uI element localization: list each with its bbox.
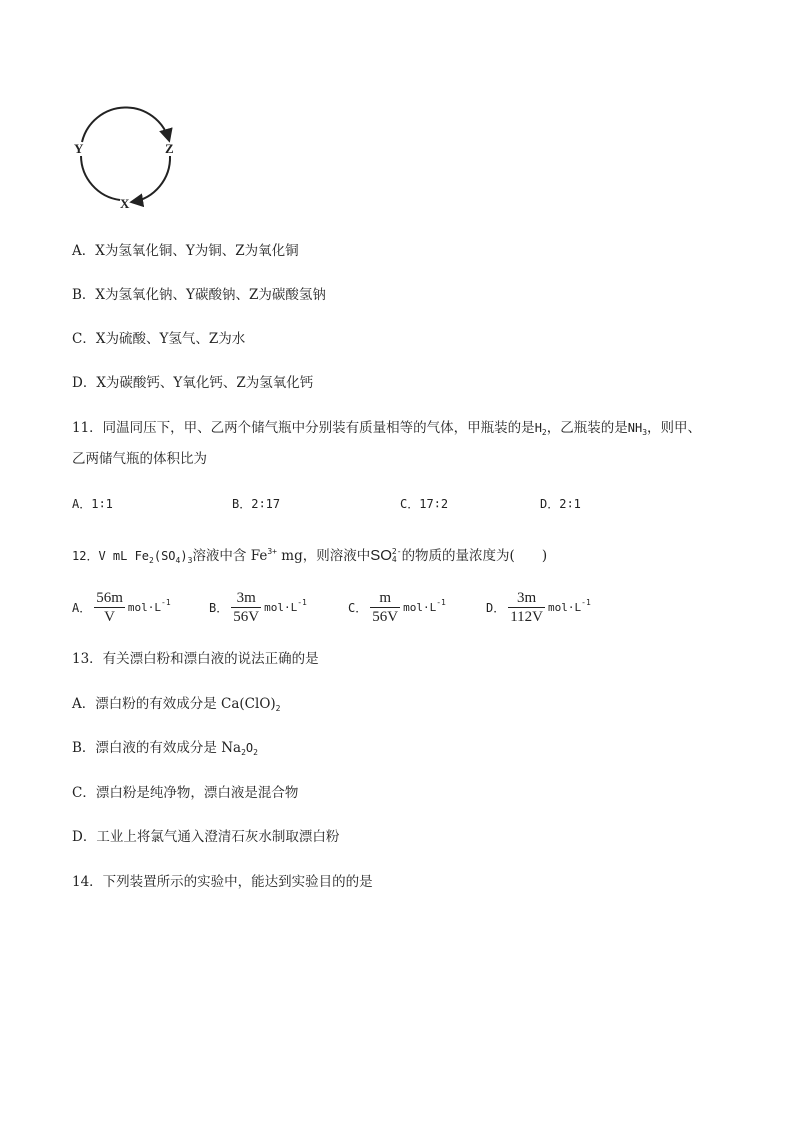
q10-option-b: B．X为氢氧化钠、Y碳酸钠、Z为碳酸氢钠 — [72, 287, 326, 303]
q12-suffix: 的物质的量浓度为( ) — [401, 548, 548, 564]
q11-text-c: ，则甲、 — [647, 420, 702, 436]
q12-so4-charge: 2- — [391, 547, 402, 557]
q12-prefix: 12．V mL Fe — [72, 549, 150, 563]
q11-option-c: C．17∶2 — [400, 497, 449, 511]
q14-stem: 14．下列装置所示的实验中，能达到实验目的的是 — [72, 874, 373, 890]
q11-nh3: NH — [627, 421, 643, 435]
q13-option-b: B．漂白液的有效成分是 $Na_2O_2$ — [72, 740, 258, 757]
q11-stem-line2: 乙两储气瓶的体积比为 — [72, 451, 207, 467]
q12-mid: 溶液中含 Fe — [192, 548, 268, 564]
q13-b-sub1: 2 — [241, 748, 246, 757]
q10-option-d: D．X为碳酸钙、Y氧化钙、Z为氢氧化钙 — [72, 375, 314, 391]
arc-z-to-x — [132, 156, 170, 202]
q10-option-a: A．X为氢氧化铜、Y为铜、Z为氧化铜 — [72, 243, 299, 259]
q12-fe-sup: 3+ — [267, 547, 277, 556]
q11-stem-line1 — [72, 418, 701, 443]
q13-b-o: O — [245, 741, 254, 755]
fraction: $\frac{3m}{56V}$ — [233, 590, 260, 625]
q13-b-sub2: 2 — [253, 748, 258, 757]
q11-h2: H — [534, 421, 542, 435]
q12-fe-sub: 2 — [149, 556, 154, 565]
q13-option-d: D．工业上将氯气通入澄清石灰水制取漂白粉 — [72, 829, 340, 845]
q12-option-c: C． $\frac{m}{56V}$ $mol\cdot L^{-1}$ — [348, 590, 446, 625]
q12-so4-sub: 4 — [391, 555, 397, 565]
label-z: Z — [165, 141, 174, 156]
q12-close-sub: 3 — [187, 556, 193, 565]
fraction: $\frac{56m}{V}$ — [96, 590, 123, 625]
q12-option-a: A． $\frac{56m}{V}$ $mol\cdot L^{-1}$ — [72, 590, 171, 625]
q11-nh3-sub: 3 — [642, 428, 648, 437]
q13-stem: 13．有关漂白粉和漂白液的说法正确的是 — [72, 651, 319, 667]
q11-option-a: A．1∶1 — [72, 497, 113, 511]
q12-close: ) — [180, 549, 188, 563]
q10-option-c: C．X为硫酸、Y氢气、Z为水 — [72, 331, 246, 347]
arc-y-to-z — [82, 107, 169, 142]
q12-paren: (SO — [153, 549, 176, 563]
q11-option-d: D．2∶1 — [540, 497, 581, 511]
q11-text-a: 11．同温同压下，甲、乙两个储气瓶中分别装有质量相等的气体，甲瓶装的是 — [72, 420, 535, 436]
label-y: Y — [74, 141, 84, 156]
arc-x-to-y — [81, 156, 120, 200]
q11-h2-sub: 2 — [541, 428, 547, 437]
q13-option-a: A．漂白粉的有效成分是 $Ca(ClO)_2$ — [72, 696, 281, 713]
fraction: $\frac{m}{56V}$ — [372, 590, 399, 625]
q12-so-sub: 4 — [175, 556, 181, 565]
q13-option-c: C．漂白粉是纯净物，漂白液是混合物 — [72, 785, 299, 801]
q11-text-b: ，乙瓶装的是 — [546, 420, 628, 436]
q12-sulfate-ion: SO 2- 4 — [370, 547, 402, 565]
q13-a-sub: 2 — [275, 704, 281, 713]
q12-option-b: B． $\frac{3m}{56V}$ $mol\cdot L^{-1}$ — [209, 590, 307, 625]
label-x: X — [120, 196, 130, 211]
q12-after-fe: mg，则溶液中 — [277, 548, 371, 564]
q12-option-d: D． $\frac{3m}{112V}$ $mol\cdot L^{-1}$ — [486, 590, 591, 625]
q11-option-b: B．2∶17 — [232, 497, 281, 511]
fraction: $\frac{3m}{112V}$ — [510, 590, 544, 625]
q12-stem — [72, 542, 547, 571]
